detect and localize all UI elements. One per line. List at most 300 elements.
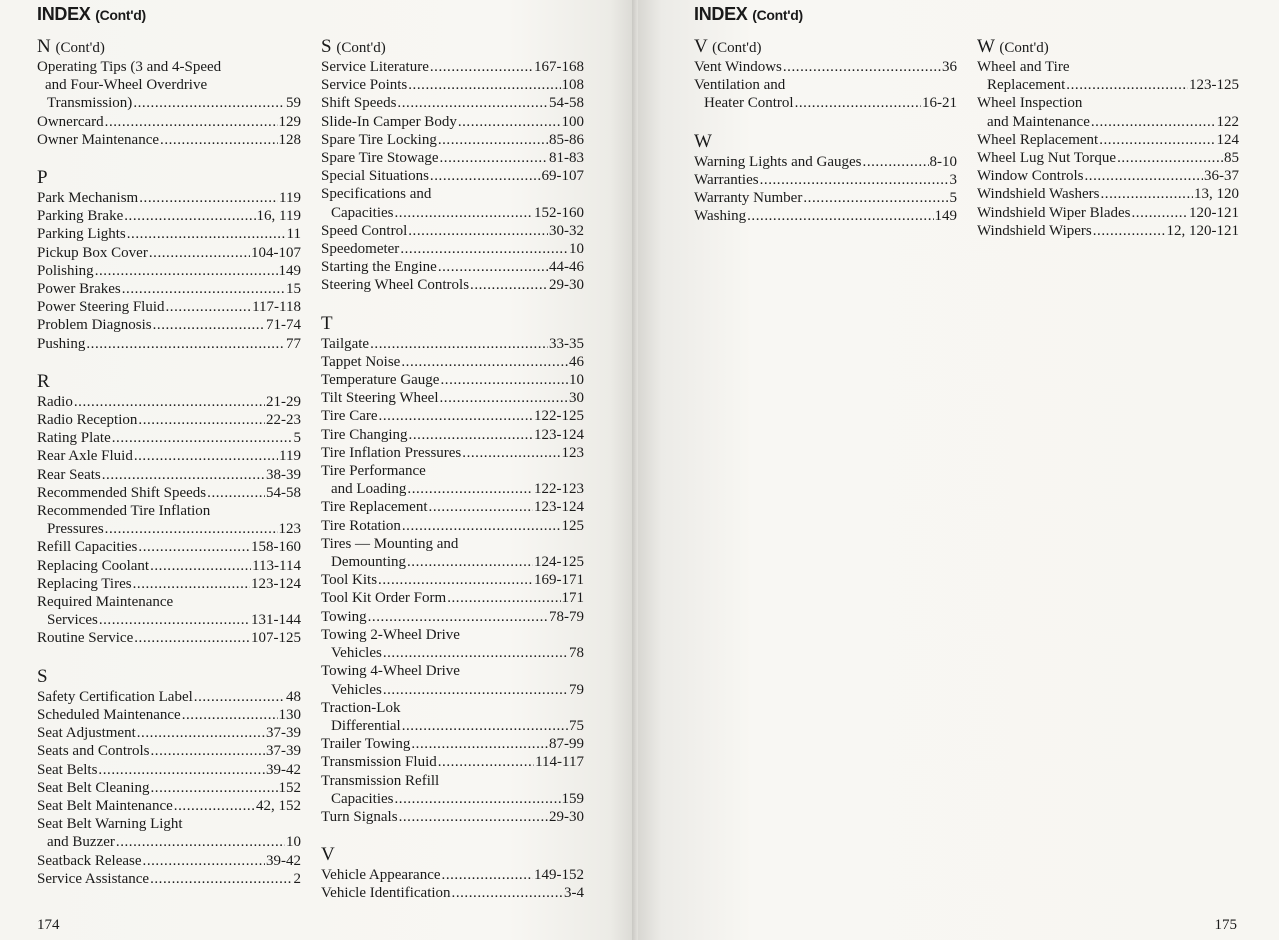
dot-leader (447, 589, 560, 607)
dot-leader (150, 779, 277, 797)
dot-leader (105, 520, 278, 538)
section-letter: P (37, 167, 48, 189)
section-letter: S (37, 665, 48, 687)
index-entry (37, 411, 301, 429)
entry-pages: 152 (278, 779, 301, 796)
entry-pages: 169-171 (534, 572, 584, 589)
entry-term: Seats and Controls (37, 743, 150, 760)
dot-leader (1091, 113, 1216, 131)
index-entry (321, 699, 584, 735)
entry-pages: 107-125 (251, 630, 301, 647)
entry-pages: 120-121 (1189, 204, 1239, 221)
section-letter: W (Cont'd) (977, 36, 1049, 57)
entry-text-line: and Four-Wheel Overdrive (45, 77, 208, 94)
index-entry (37, 58, 301, 113)
entry-text-line: Wheel Inspection (977, 95, 1083, 112)
entry-pages: 123-124 (251, 575, 301, 592)
entry-term: Warning Lights and Gauges (694, 153, 862, 170)
index-entry (321, 753, 584, 771)
index-entry (321, 76, 584, 94)
index-entry (321, 662, 584, 698)
entry-pages: 149 (278, 262, 301, 279)
index-entry (321, 735, 584, 753)
section-letter: V (Cont'd) (694, 36, 762, 57)
index-entry (321, 185, 584, 221)
entry-term: Polishing (37, 262, 94, 279)
index-entry (321, 276, 584, 294)
entry-term: Rating Plate (37, 430, 111, 447)
entry-pages: 149-152 (534, 867, 584, 884)
index-entry (37, 298, 301, 316)
entry-pages: 8-10 (929, 153, 957, 170)
entry-text-line: Specifications and (321, 186, 432, 203)
dot-leader (102, 466, 265, 484)
index-entry (37, 502, 301, 538)
entry-term: Transmission Fluid (321, 754, 437, 771)
entry-pages: 104-107 (251, 244, 301, 261)
dot-leader (122, 280, 285, 298)
dot-leader (133, 575, 250, 593)
entry-pages: 159 (561, 790, 584, 807)
entry-term: Demounting (331, 554, 406, 571)
index-entry (37, 335, 301, 353)
dot-leader (430, 58, 533, 76)
dot-leader (127, 225, 286, 243)
entry-pages: 149 (934, 208, 957, 225)
entry-term: Steering Wheel Controls (321, 277, 470, 294)
entry-pages: 75 (569, 717, 584, 734)
dot-leader (116, 833, 285, 851)
index-entry (37, 393, 301, 411)
entry-term: Vehicle Appearance (321, 867, 441, 884)
index-entry (37, 629, 301, 647)
entry-term: Tire Rotation (321, 517, 401, 534)
entry-term: Window Controls (977, 168, 1084, 185)
entry-term: Slide-In Camper Body (321, 113, 457, 130)
entry-pages: 69-107 (541, 168, 584, 185)
index-entry (694, 76, 957, 112)
index-entry (37, 262, 301, 280)
entry-pages: 54-58 (266, 484, 301, 501)
entry-pages: 128 (278, 131, 301, 148)
index-entry (37, 189, 301, 207)
entry-term: Windshield Wipers (977, 222, 1092, 239)
dot-leader (112, 429, 293, 447)
dot-leader (105, 113, 278, 131)
dot-leader (803, 189, 948, 207)
entry-pages: 129 (278, 113, 301, 130)
dot-leader (442, 866, 533, 884)
dot-leader (174, 797, 255, 815)
entry-pages: 37-39 (266, 725, 301, 742)
index-section (977, 36, 1239, 240)
entry-pages: 10 (569, 241, 584, 258)
index-entry (37, 466, 301, 484)
dot-leader (394, 204, 533, 222)
index-column (37, 36, 301, 906)
entry-term: Special Situations (321, 168, 429, 185)
left-page (0, 0, 636, 940)
index-entry (694, 171, 957, 189)
entry-term: Capacities (331, 204, 394, 221)
index-entry (37, 742, 301, 760)
index-entry (694, 189, 957, 207)
dot-leader (399, 808, 548, 826)
entry-term: Vehicle Identification (321, 885, 451, 902)
entry-pages: 5 (293, 430, 301, 447)
entry-pages: 78-79 (549, 608, 584, 625)
index-section (37, 167, 301, 353)
entry-term: Capacities (331, 790, 394, 807)
index-entry (321, 426, 584, 444)
entry-pages: 21-29 (266, 393, 301, 410)
entry-term: Towing (321, 608, 367, 625)
index-entry (37, 538, 301, 556)
dot-leader (760, 171, 949, 189)
entry-pages: 123-124 (534, 426, 584, 443)
page-number: 175 (1214, 917, 1237, 933)
dot-leader (470, 276, 548, 294)
dot-leader (747, 207, 933, 225)
entry-pages: 3 (949, 171, 957, 188)
dot-leader (194, 688, 285, 706)
index-entry (321, 808, 584, 826)
index-section (694, 131, 957, 226)
entry-text-line: Tire Performance (321, 463, 426, 480)
entry-text-line: Operating Tips (3 and 4-Speed (37, 59, 222, 75)
dot-leader (153, 316, 265, 334)
entry-pages: 79 (569, 681, 584, 698)
index-entry (694, 153, 957, 171)
page-number: 174 (37, 917, 60, 933)
dot-leader (1117, 149, 1223, 167)
dot-leader (134, 629, 250, 647)
dot-leader (411, 735, 548, 753)
index-entry (37, 575, 301, 593)
entry-term: Turn Signals (321, 808, 398, 825)
index-entry (37, 244, 301, 262)
entry-pages: 123 (278, 521, 301, 538)
entry-term: Tire Inflation Pressures (321, 444, 462, 461)
entry-term: Tool Kit Order Form (321, 590, 447, 607)
entry-pages: 125 (561, 517, 584, 534)
entry-pages: 119 (279, 448, 301, 465)
index-entry (37, 225, 301, 243)
entry-term: Wheel Lug Nut Torque (977, 150, 1117, 167)
index-entry (37, 779, 301, 797)
dot-leader (99, 611, 250, 629)
dot-leader (86, 335, 285, 353)
entry-pages: 16, 119 (256, 208, 301, 225)
dot-leader (139, 189, 278, 207)
entry-pages: 42, 152 (256, 797, 301, 814)
section-letter: W (694, 130, 712, 152)
index-entry (977, 58, 1239, 94)
dot-leader (149, 244, 250, 262)
index-entry (321, 571, 584, 589)
dot-leader (407, 553, 533, 571)
entry-term: Spare Tire Locking (321, 131, 437, 148)
index-entry (977, 222, 1239, 240)
index-entry (321, 113, 584, 131)
entry-text-line: Ventilation and (694, 77, 786, 94)
entry-term: Radio (37, 393, 73, 410)
entry-term: Pushing (37, 335, 86, 352)
dot-leader (438, 753, 534, 771)
entry-term: Speed Control (321, 222, 408, 239)
dot-leader (440, 389, 569, 407)
entry-term: and Buzzer (47, 834, 115, 851)
entry-term: Rear Seats (37, 466, 101, 483)
dot-leader (368, 608, 548, 626)
dot-leader (166, 298, 252, 316)
entry-pages: 36 (942, 59, 957, 75)
entry-term: Seat Belt Maintenance (37, 797, 173, 814)
dot-leader (98, 761, 265, 779)
entry-term: Seatback Release (37, 852, 142, 869)
entry-pages: 171 (561, 590, 584, 607)
entry-term: Power Brakes (37, 281, 121, 298)
index-entry (37, 316, 301, 334)
entry-pages: 39-42 (266, 761, 301, 778)
entry-term: Wheel Replacement (977, 131, 1099, 148)
dot-leader (402, 517, 561, 535)
dot-leader (150, 557, 251, 575)
entry-term: Replacement (987, 77, 1066, 94)
dot-leader (150, 870, 292, 888)
entry-term: Windshield Wiper Blades (977, 204, 1131, 221)
index-entry (321, 517, 584, 535)
entry-pages: 131-144 (251, 612, 301, 629)
dot-leader (1066, 76, 1188, 94)
dot-leader (133, 94, 285, 112)
index-entry (321, 353, 584, 371)
index-entry (977, 167, 1239, 185)
index-entry (977, 94, 1239, 130)
entry-term: Starting the Engine (321, 259, 437, 276)
dot-leader (74, 393, 265, 411)
entry-term: Tailgate (321, 335, 370, 352)
entry-term: Vent Windows (694, 59, 782, 75)
entry-pages: 108 (561, 77, 584, 94)
index-entry (321, 462, 584, 498)
entry-text-line: Recommended Tire Inflation (37, 503, 211, 520)
dot-leader (408, 222, 548, 240)
entry-term: Problem Diagnosis (37, 317, 152, 334)
entry-term: Warranty Number (694, 190, 803, 207)
entry-term: Rear Axle Fluid (37, 448, 133, 465)
entry-term: Tire Care (321, 408, 378, 425)
index-entry (321, 149, 584, 167)
index-entry (694, 207, 957, 225)
entry-term: Windshield Washers (977, 186, 1100, 203)
index-entry (977, 131, 1239, 149)
entry-term: Vehicles (331, 645, 382, 662)
entry-term: Warranties (694, 171, 759, 188)
index-section (37, 666, 301, 888)
index-entry (37, 593, 301, 629)
entry-pages: 36-37 (1204, 168, 1239, 185)
entry-pages: 114-117 (535, 754, 584, 771)
entry-term: Park Mechanism (37, 190, 139, 207)
index-column (694, 36, 957, 243)
dot-leader (429, 498, 533, 516)
entry-term: Vehicles (331, 681, 382, 698)
dot-leader (1100, 185, 1193, 203)
entry-pages: 59 (286, 95, 301, 112)
entry-pages: 130 (278, 706, 301, 723)
entry-term: Parking Brake (37, 208, 124, 225)
index-entry (321, 94, 584, 112)
entry-text-line: Transmission Refill (321, 772, 440, 789)
entry-term: Differential (331, 717, 401, 734)
entry-term: Power Steering Fluid (37, 299, 165, 316)
index-entry (37, 870, 301, 888)
dot-leader (379, 407, 533, 425)
entry-pages: 29-30 (549, 808, 584, 825)
entry-term: Replacing Tires (37, 575, 132, 592)
index-entry (321, 389, 584, 407)
index-entry (37, 688, 301, 706)
section-letter: V (321, 844, 335, 866)
entry-pages: 2 (293, 870, 301, 887)
section-letter: T (321, 312, 333, 334)
dot-leader (409, 426, 533, 444)
entry-pages: 167-168 (534, 59, 584, 75)
entry-pages: 10 (569, 372, 584, 389)
index-entry (37, 429, 301, 447)
entry-pages: 46 (569, 353, 584, 370)
entry-pages: 119 (279, 190, 301, 207)
entry-text-line: Tires — Mounting and (321, 535, 459, 552)
entry-pages: 158-160 (251, 539, 301, 556)
dot-leader (401, 353, 568, 371)
index-section (321, 36, 584, 295)
dot-leader (438, 258, 548, 276)
entry-term: Seat Belts (37, 761, 98, 778)
entry-term: Speedometer (321, 241, 400, 258)
dot-leader (143, 852, 265, 870)
dot-leader (440, 149, 549, 167)
entry-text-line: Wheel and Tire (977, 59, 1070, 75)
book-gutter (632, 0, 638, 940)
entry-term: Seat Adjustment (37, 725, 136, 742)
index-entry (321, 589, 584, 607)
index-entry (37, 815, 301, 851)
index-entry (694, 58, 957, 76)
section-letter: N (Cont'd) (37, 36, 105, 57)
entry-pages: 123-124 (534, 499, 584, 516)
index-entry (37, 484, 301, 502)
dot-leader (138, 538, 250, 556)
dot-leader (438, 131, 548, 149)
dot-leader (400, 240, 568, 258)
index-entry (321, 608, 584, 626)
entry-pages: 13, 120 (1194, 186, 1239, 203)
entry-pages: 29-30 (549, 277, 584, 294)
entry-pages: 5 (949, 190, 957, 207)
index-entry (37, 280, 301, 298)
entry-term: Refill Capacities (37, 539, 138, 556)
entry-term: Ownercard (37, 113, 104, 130)
entry-pages: 71-74 (266, 317, 301, 334)
entry-pages: 39-42 (266, 852, 301, 869)
entry-term: Tool Kits (321, 572, 378, 589)
entry-pages: 48 (286, 688, 301, 705)
entry-term: Service Literature (321, 59, 429, 75)
index-section (321, 844, 584, 902)
entry-pages: 152-160 (534, 204, 584, 221)
index-entry (977, 204, 1239, 222)
entry-text-line: Required Maintenance (37, 594, 174, 611)
index-entry (321, 407, 584, 425)
entry-pages: 11 (286, 226, 301, 243)
entry-text-line: Towing 2-Wheel Drive (321, 626, 460, 643)
entry-pages: 22-23 (266, 412, 301, 429)
entry-pages: 54-58 (549, 95, 584, 112)
entry-term: Services (47, 612, 98, 629)
dot-leader (440, 371, 568, 389)
dot-leader (452, 884, 563, 902)
index-entry (977, 185, 1239, 203)
entry-text-line: Towing 4-Wheel Drive (321, 663, 460, 680)
entry-pages: 30-32 (549, 222, 584, 239)
entry-text-line: Traction-Lok (321, 699, 401, 716)
entry-term: Pressures (47, 521, 104, 538)
entry-pages: 10 (286, 834, 301, 851)
entry-term: Recommended Shift Speeds (37, 484, 207, 501)
entry-pages: 12, 120-121 (1166, 222, 1239, 239)
entry-pages: 77 (286, 335, 301, 352)
entry-pages: 122 (1216, 113, 1239, 130)
index-section (37, 371, 301, 648)
dot-leader (1099, 131, 1215, 149)
dot-leader (370, 335, 548, 353)
entry-pages: 113-114 (252, 557, 301, 574)
entry-pages: 100 (561, 113, 584, 130)
dot-leader (182, 706, 278, 724)
entry-pages: 122-123 (534, 481, 584, 498)
index-entry (321, 58, 584, 76)
page-header: INDEX (Cont'd) (694, 4, 803, 24)
index-entry (37, 724, 301, 742)
dot-leader (134, 447, 278, 465)
index-entry (321, 131, 584, 149)
entry-term: Washing (694, 208, 747, 225)
entry-pages: 85-86 (549, 131, 584, 148)
entry-term: Tappet Noise (321, 353, 401, 370)
dot-leader (1093, 222, 1166, 240)
entry-pages: 81-83 (549, 150, 584, 167)
index-entry (321, 335, 584, 353)
index-entry (321, 626, 584, 662)
dot-leader (151, 742, 266, 760)
index-section (37, 36, 301, 149)
entry-term: Seat Belt Cleaning (37, 779, 150, 796)
dot-leader (783, 58, 941, 76)
entry-term: Tire Replacement (321, 499, 428, 516)
entry-term: Service Points (321, 77, 408, 94)
index-entry (321, 866, 584, 884)
entry-term: Transmission) (47, 95, 133, 112)
index-entry (37, 207, 301, 225)
entry-pages: 117-118 (252, 299, 301, 316)
entry-pages: 123 (561, 444, 584, 461)
dot-leader (458, 113, 561, 131)
index-entry (37, 706, 301, 724)
entry-pages: 85 (1224, 150, 1239, 167)
dot-leader (795, 94, 921, 112)
